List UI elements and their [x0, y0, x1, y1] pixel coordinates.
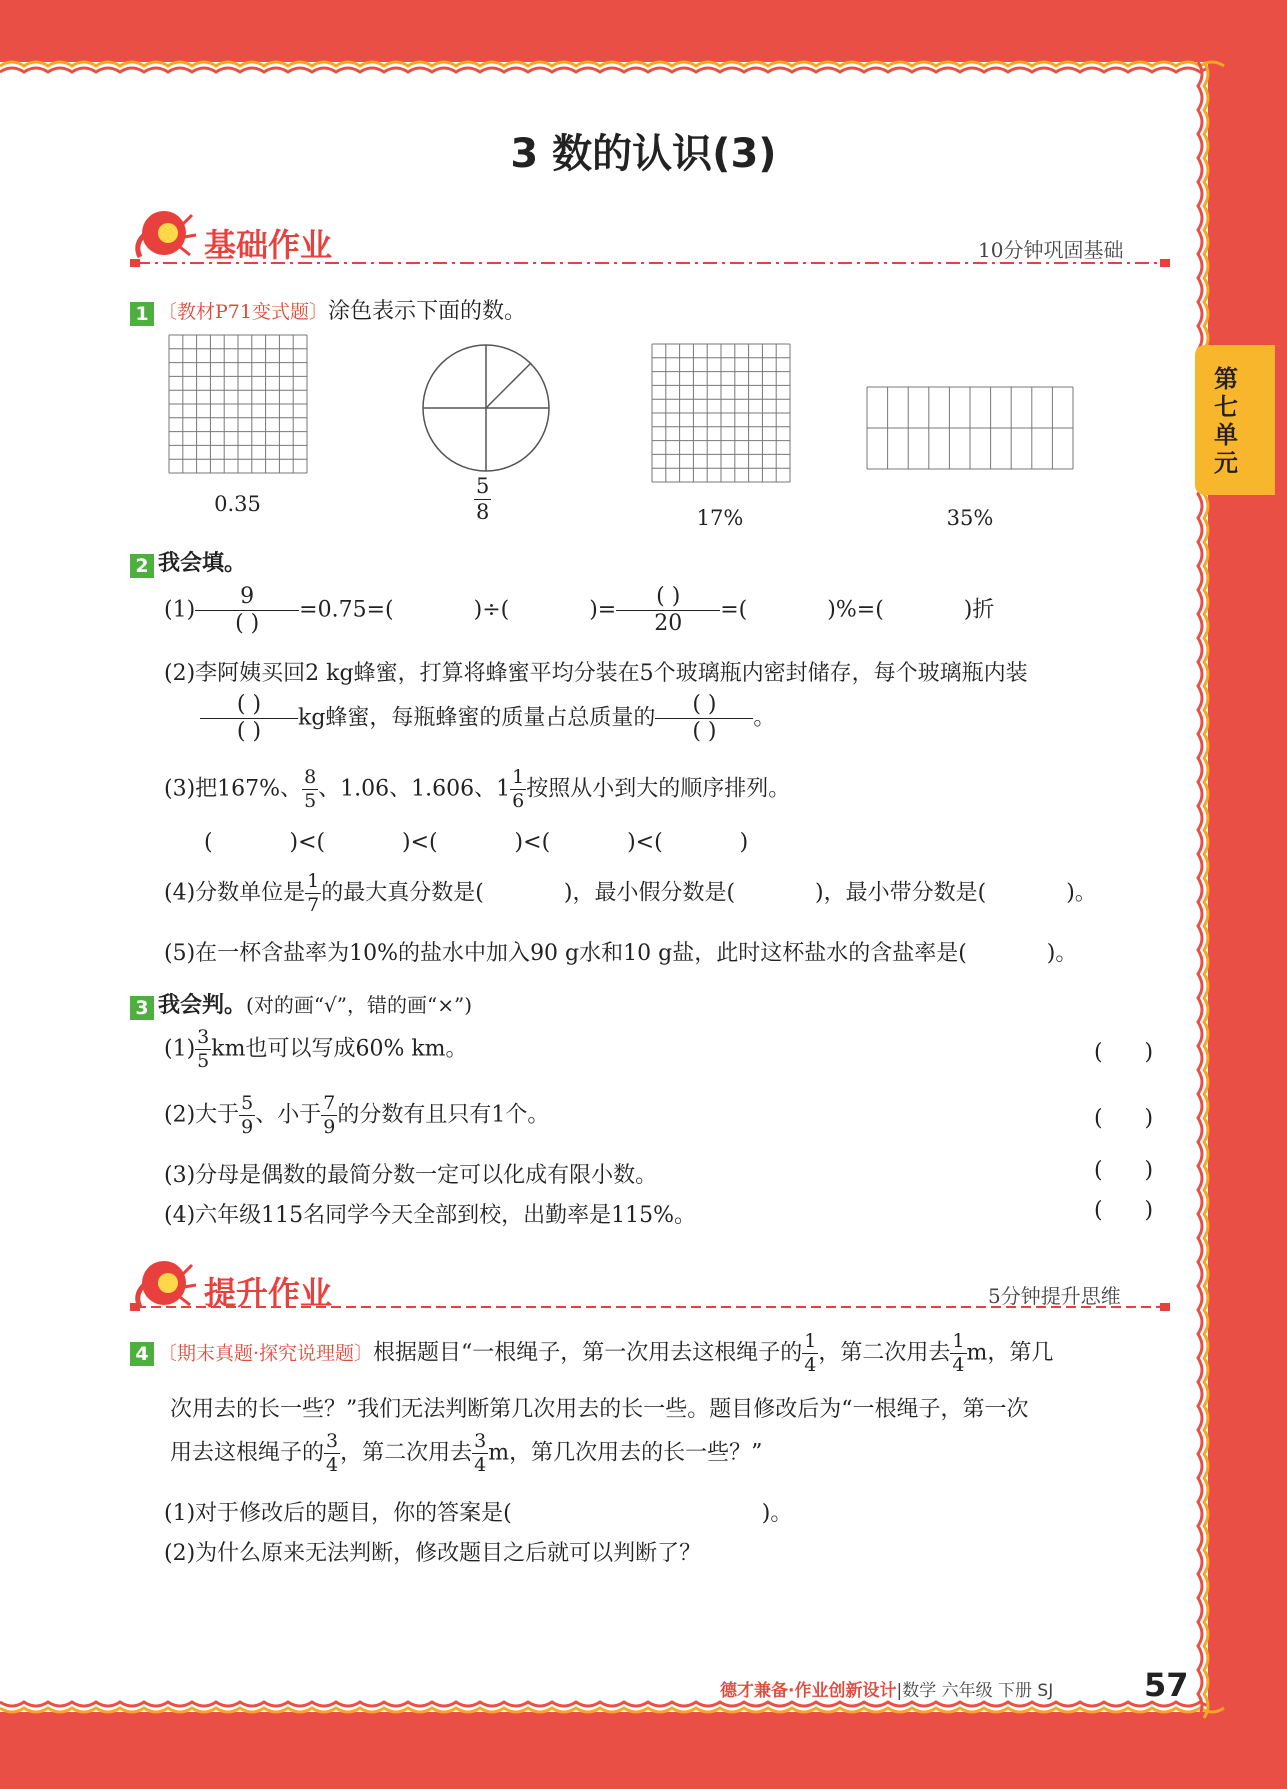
section-basic-icon — [130, 205, 202, 265]
section-basic-label: 基础作业 — [204, 226, 333, 264]
fig-a-label: 0.35 — [214, 492, 261, 516]
q3-line — [130, 988, 472, 1020]
q2-line — [130, 546, 246, 578]
section-basic-divider — [130, 258, 1170, 268]
page-number: 57 — [1144, 1666, 1189, 1704]
q4-number: 4 — [130, 1342, 154, 1366]
section-basic-note: 10分钟巩固基础 — [978, 238, 1124, 262]
q3-p3-judge[interactable]: ( ) — [1094, 1158, 1154, 1183]
circle-8-parts[interactable] — [420, 342, 552, 474]
q3-head: 我会判。 — [158, 993, 247, 1018]
q2-p2-line1: (2)李阿姨买回2 kg蜂蜜，打算将蜂蜜平均分装在5个玻璃瓶内密封储存，每个玻璃瓶内装 — [164, 661, 1028, 686]
q1-line — [130, 294, 526, 326]
unit-tab-label: 第七单元 — [1214, 365, 1238, 477]
grid-20-d[interactable] — [866, 386, 1074, 470]
q2-p3: (3)把167%、 $\frac{8}{5}$ 、1.06、1.606、1 $\frac{1}{6}$ 按照从小到大的顺序排列。 — [164, 766, 791, 812]
q2-head: 我会填。 — [158, 551, 247, 576]
q3-p1-judge[interactable]: ( ) — [1094, 1040, 1154, 1065]
section-advanced-note: 5分钟提升思维 — [988, 1284, 1121, 1308]
q2-p4: (4)分数单位是 $\frac{1}{7}$ 的最大真分数是( )，最小假分数是( )，最小带分数是( )。 — [164, 870, 1097, 916]
q3-p2-judge[interactable]: ( ) — [1094, 1106, 1154, 1131]
q2-p2-line2: $\frac{( )}{( )}$ kg蜂蜜，每瓶蜂蜜的质量占总质量的 $\frac{( )}{( )}$ 。 — [200, 694, 775, 743]
grid-100-c[interactable] — [651, 343, 791, 483]
q4-line2: 次用去的长一些？”我们无法判断第几次用去的长一些。题目修改后为“一根绳子，第一次 — [170, 1397, 1029, 1422]
page-title: 3 数的认识(3) — [510, 131, 777, 177]
q1-text: 涂色表示下面的数。 — [327, 299, 526, 324]
q3-p2: (2)大于 $\frac{5}{9}$ 、小于 $\frac{7}{9}$ 的分数有且只有1个。 — [164, 1092, 550, 1138]
q2-p5: (5)在一杯含盐率为10%的盐水中加入90 g水和10 g盐，此时这杯盐水的含盐率是( )。 — [164, 941, 1078, 966]
q2-number: 2 — [130, 554, 154, 578]
q4-line1: 4 〔期末真题·探究说理题〕根据题目“一根绳子，第一次用去这根绳子的 $\frac{1}{4}$ ，第二次用去 $\frac{1}{4}$ m，第几 — [130, 1332, 1053, 1375]
q1-number: 1 — [130, 302, 154, 326]
q3-p4: (4)六年级115名同学今天全部到校，出勤率是115%。 — [164, 1203, 697, 1228]
grid-100-a[interactable] — [168, 334, 308, 474]
q2-p3-order: ( )<( )<( )<( )<( ) — [204, 830, 749, 855]
q2-p1: (1) $\frac{9}{( )}$ =0.75=( )÷( )= $\frac{( )}{20}$ =( )%=( )折 — [164, 584, 995, 636]
q3-note: (对的画“√”，错的画“×”) — [246, 993, 473, 1017]
q3-p4-judge[interactable]: ( ) — [1094, 1198, 1154, 1223]
footer-brand: 德才兼备·作业创新设计 — [720, 1681, 897, 1701]
fig-d-label: 35% — [946, 506, 994, 530]
footer-subject: 数学 六年级 下册 SJ — [902, 1681, 1054, 1701]
q4-p1: (1)对于修改后的题目，你的答案是( )。 — [164, 1501, 793, 1526]
fig-c-label: 17% — [696, 506, 744, 530]
q3-number: 3 — [130, 996, 154, 1020]
section-advanced-label: 提升作业 — [204, 1274, 333, 1312]
q1-tag: 〔教材P71变式题〕 — [158, 301, 328, 323]
q4-p2: (2)为什么原来无法判断，修改题目之后就可以判断了？ — [164, 1541, 702, 1566]
section-advanced-divider — [130, 1302, 1170, 1312]
q3-p3: (3)分母是偶数的最简分数一定可以化成有限小数。 — [164, 1163, 658, 1188]
fig-b-fraction: $\frac{5}{8}$ — [476, 474, 490, 524]
q4-line3: 用去这根绳子的 $\frac{3}{4}$ ，第二次用去 $\frac{3}{4}$ m，第几次用去的长一些？” — [170, 1430, 763, 1476]
q3-p1: (1) $\frac{3}{5}$ km也可以写成60% km。 — [164, 1026, 468, 1072]
footer: 德才兼备·作业创新设计|数学 六年级 下册 SJ — [720, 1681, 1054, 1701]
